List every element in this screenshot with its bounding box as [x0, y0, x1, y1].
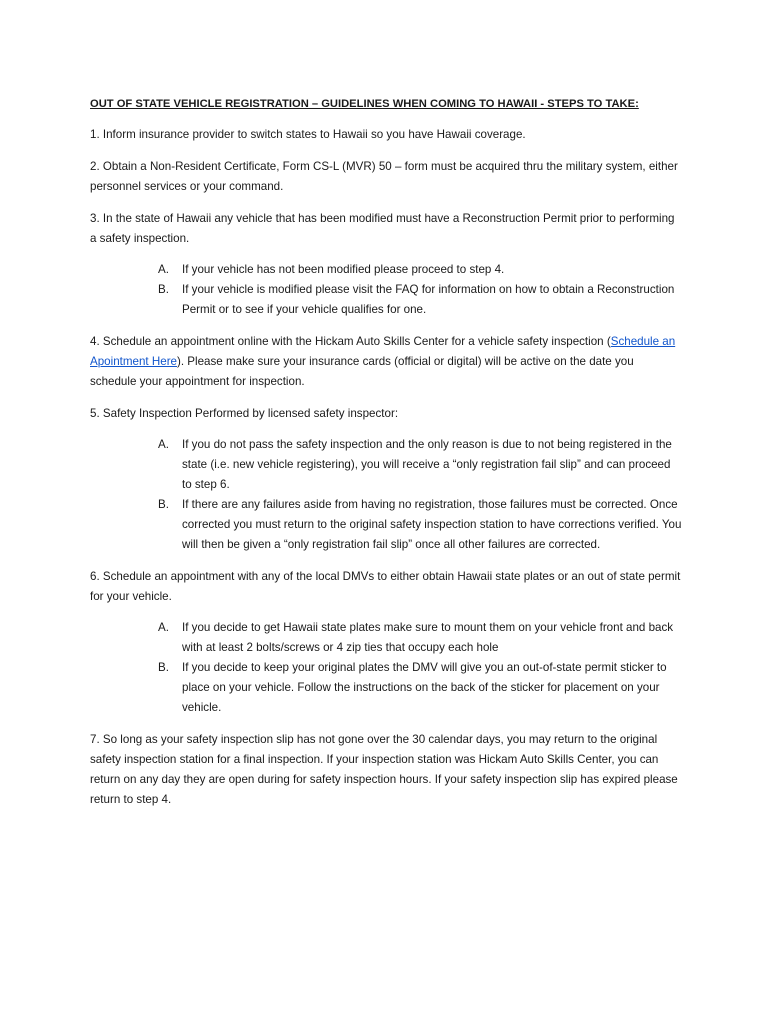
step-3-item-b: [90, 280, 682, 320]
list-item-text: If your vehicle has not been modified please proceed to step 4.: [182, 263, 505, 276]
step-1: 1. Inform insurance provider to switch states to Hawaii so you have Hawaii coverage.: [90, 128, 526, 141]
list-marker: A.: [158, 263, 169, 276]
step-5-item-a: [90, 435, 682, 495]
list-item-text: If you decide to keep your original plates the DMV will give you an out-of-state permit sticker to place on your vehicle. Follow the instructions on the back of the sticker for placement on your vehicle.: [182, 661, 667, 714]
document-page: [90, 94, 682, 822]
list-marker: A.: [158, 621, 169, 634]
step-3-sublist: [90, 260, 682, 320]
list-marker: A.: [158, 438, 169, 451]
list-marker: B.: [158, 498, 169, 511]
list-item-text: If there are any failures aside from having no registration, those failures must be corrected. Once corrected you must return to the original safety inspection station to have corrections verified. You will then be given a “only registration fail slip” once all other failures are corrected.: [182, 498, 682, 551]
step-6-item-a: [90, 618, 682, 658]
step-2: 2. Obtain a Non-Resident Certificate, Form CS-L (MVR) 50 – form must be acquired thru the military system, either personnel services or your command.: [90, 160, 678, 193]
step-6-sublist: [90, 618, 682, 718]
list-marker: B.: [158, 661, 169, 674]
step-6-item-b: [90, 658, 682, 718]
step-5-item-b: [90, 495, 682, 555]
step-4-text-after: ). Please make sure your insurance cards (official or digital) will be active on the date you schedule your appointment for inspection.: [90, 355, 634, 388]
document-title: OUT OF STATE VEHICLE REGISTRATION – GUIDELINES WHEN COMING TO HAWAII - STEPS TO TAKE:: [90, 98, 639, 110]
list-item-text: If you decide to get Hawaii state plates make sure to mount them on your vehicle front and back with at least 2 bolts/screws or 4 zip ties that occupy each hole: [182, 621, 674, 654]
schedule-appointment-link[interactable]: Schedule an Apointment Here: [90, 335, 676, 368]
list-marker: B.: [158, 283, 169, 296]
step-6: 6. Schedule an appointment with any of the local DMVs to either obtain Hawaii state plates or an out of state permit for your vehicle.: [90, 570, 681, 603]
step-3-item-a: [90, 260, 682, 280]
step-4-text-before: 4. Schedule an appointment online with the Hickam Auto Skills Center for a vehicle safety inspection (: [90, 335, 611, 348]
step-5: 5. Safety Inspection Performed by licensed safety inspector:: [90, 407, 399, 420]
list-item-text: If you do not pass the safety inspection and the only reason is due to not being registered in the state (i.e. new vehicle registering), you will receive a “only registration fail slip” and can proceed to step 6.: [182, 438, 672, 491]
list-item-text: If your vehicle is modified please visit the FAQ for information on how to obtain a Reconstruction Permit or to see if your vehicle qualifies for one.: [182, 283, 675, 316]
step-7: 7. So long as your safety inspection slip has not gone over the 30 calendar days, you may return to the original safety inspection station for a final inspection. If your inspection station was Hickam Auto Skills Center, you can return on any day they are open during for safety inspection hours. If your safety inspection slip has expired please return to step 4.: [90, 733, 678, 806]
step-3: 3. In the state of Hawaii any vehicle that has been modified must have a Reconstruction Permit prior to performing a safety inspection.: [90, 212, 675, 245]
step-4: [90, 332, 682, 392]
step-5-sublist: [90, 435, 682, 555]
